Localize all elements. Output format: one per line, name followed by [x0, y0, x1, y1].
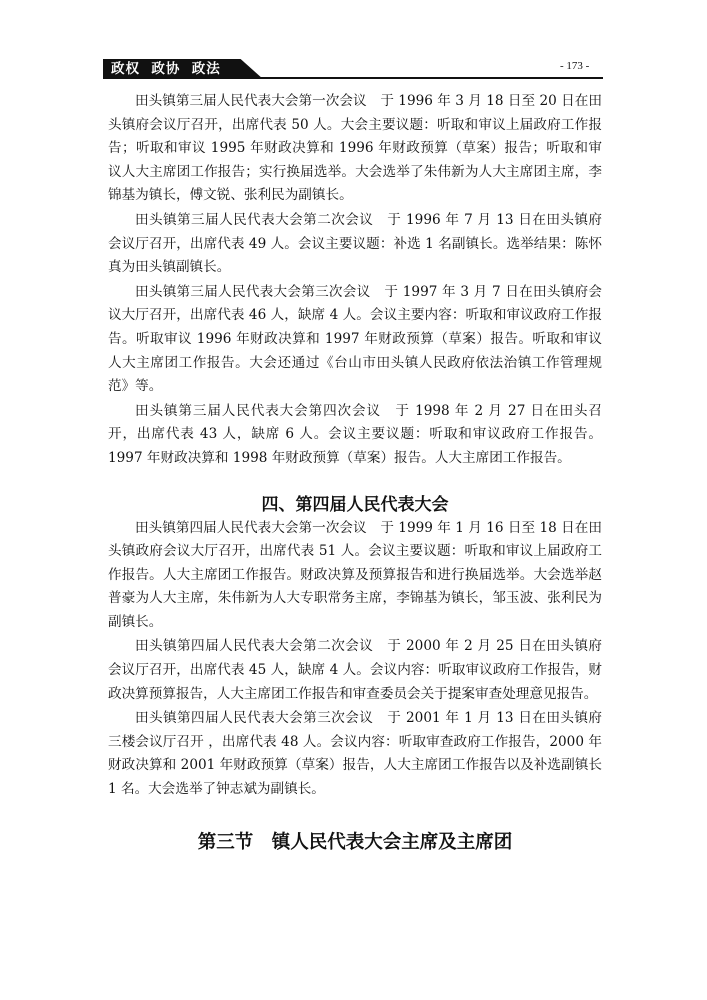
section-heading: 四、第四届人民代表大会 — [261, 494, 449, 515]
paragraph: 田头镇第三届人民代表大会第四次会议 于 1998 年 2 月 27 日在田头召开，出席代表 43 人，缺席 6 人。会议主要议题：听取和审议政府工作报告。1997 年财政决算和 1998 年财政预算（草案）报告。人大主席团工作报告。 — [108, 402, 602, 466]
paragraph: 田头镇第三届人民代表大会第二次会议 于 1996 年 7 月 13 日在田头镇府会议厅召开，出席代表 49 人。会议主要议题：补选 1 名副镇长。选举结果：陈怀真为田头镇副镇长。 — [108, 211, 602, 276]
chapter-heading: 第三节 镇人民代表大会主席及主席团 — [197, 831, 513, 853]
paragraph: 田头镇第四届人民代表大会第一次会议 于 1999 年 1 月 16 日至 18 日在田头镇政府会议大厅召开，出席代表 51 人。会议主要议题：听取和审议上届政府工作报告。人大主席团工作报告。财政决算及预算报告和进行换届选举。大会选举赵普豪为人大主席，朱伟新为人大专职常务主席，李锦基为镇长，邹玉波、张利民为副镇长。 — [108, 519, 602, 630]
paragraph: 田头镇第三届人民代表大会第一次会议 于 1996 年 3 月 18 日至 20 日在田头镇府会议厅召开，出席代表 50 人。大会主要议题：听取和审议上届政府工作报告；听取和审议 1995 年财政决算和 1996 年财政预算（草案）报告；听取和审议人大主席团工作报告；实行换届选举。大会选举了朱伟新为人大主席团主席，李锦基为镇长，傅文锐、张利民为副镇长。 — [108, 93, 602, 204]
paragraph: 田头镇第三届人民代表大会第三次会议 于 1997 年 3 月 7 日在田头镇府会议大厅召开，出席代表 46 人，缺席 4 人。会议主要内容：听取和审议政府工作报告。听取审议 1996 年财政决算和 1997 年财政预算（草案）报告。听取和审议人大主席团工作报告。大会还通过《台山市田头镇人民政府依法治镇工作管理规范》等。 — [108, 283, 602, 395]
running-header-title: 政权 政协 政法 — [111, 61, 221, 77]
paragraph: 田头镇第四届人民代表大会第三次会议 于 2001 年 1 月 13 日在田头镇府三楼会议厅召开 ，出席代表 48 人。会议内容：听取审查政府工作报告，2000 年财政决算和 2001 年财政预算（草案）报告，人大主席团工作报告以及补选副镇长 1 名。大会选举了钟志斌为副镇长。 — [108, 710, 602, 798]
paragraph: 田头镇第四届人民代表大会第二次会议 于 2000 年 2 月 25 日在田头镇府会议厅召开，出席代表 45 人，缺席 4 人。会议内容：听取审议政府工作报告，财政决算预算报告，人大主席团工作报告和审查委员会关于提案审查处理意见报告。 — [108, 638, 602, 702]
page-body — [108, 90, 602, 856]
page-number: - 173 - — [560, 60, 590, 72]
header-rule — [103, 77, 603, 79]
